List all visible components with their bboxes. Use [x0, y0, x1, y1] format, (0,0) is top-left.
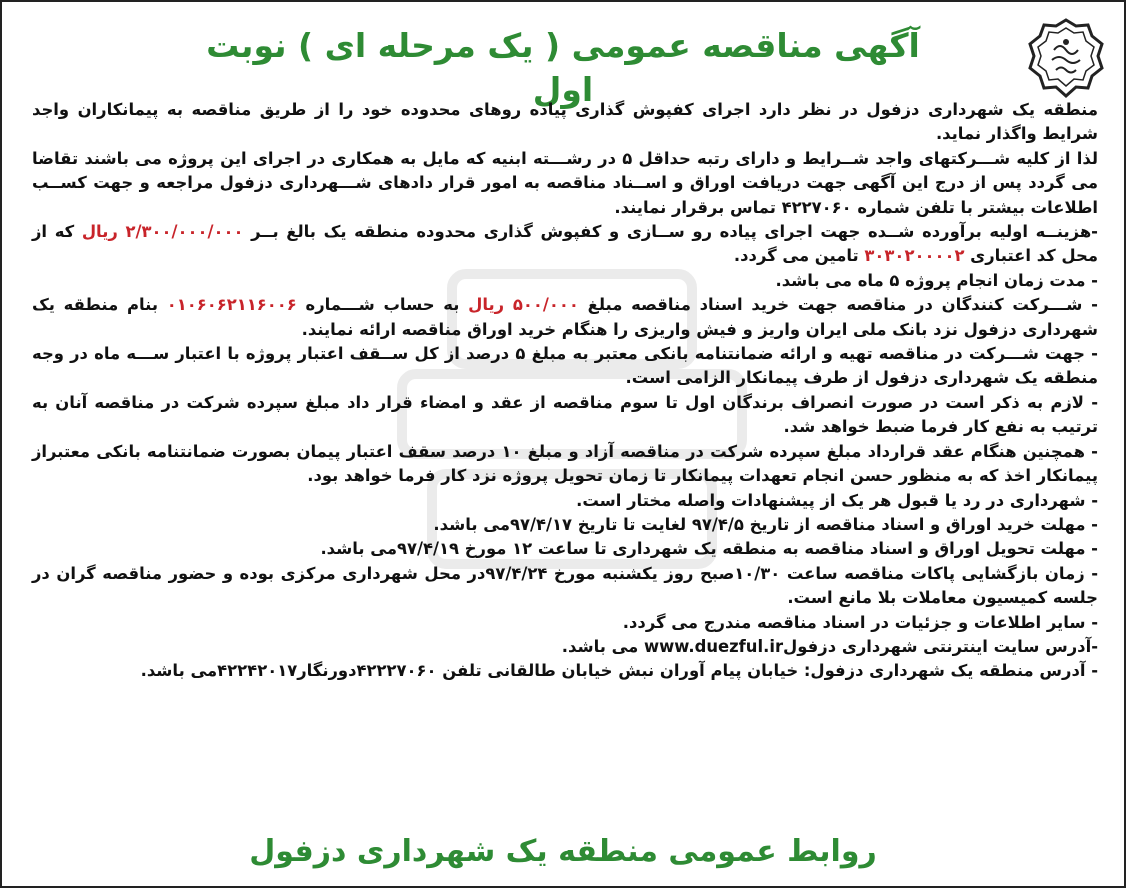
budget-code: ۳۰۳۰۲۰۰۰۰۲ — [864, 246, 965, 266]
opening-time: ۱۰/۳۰ — [734, 563, 781, 583]
page-title: آگهی مناقصه عمومی ( یک مرحله ای ) نوبت اول — [206, 26, 920, 109]
purchase-end-date: ۹۷/۴/۱۷ — [509, 514, 572, 534]
paragraph-eligibility: لذا از کلیه شـــرکتهای واجد شــرایط و دارای رتبه حداقل ۵ در رشـــته ابنیه که مایل به همکاری در اجرای این پروژه می باشند تقاضا می گردد پس از درج این آگهی جهت دریافت اوراق و اســناد مناقصه به امور قرار دادهای شـــهرداری دزفول مراجعه و جهت کســب اطلاعات بیشتر با تلفن شماره ۴۲۲۷۰۶۰ تماس برقرار نمایند. — [32, 148, 1098, 217]
opening-date: ۹۷/۴/۲۴ — [485, 563, 548, 583]
paragraph-estimated-cost: -هزینــه اولیه برآورده شــده جهت اجرای پیاده رو ســازی و کفپوش گذاری محدوده منطقه یک بالغ بــر ۲/۳۰۰/۰۰۰/۰۰۰ ریال که از محل کد اعتباری ۳۰۳۰۲۰۰۰۰۲ تامین می گردد. — [32, 222, 1098, 266]
paragraph-withdrawal: - لازم به ذکر است در صورت انصراف برندگان اول تا سوم مناقصه از عقد و امضاء قرار داد مبلغ سپرده شرکت در مناقصه آنان به ترتیب به نفع کار فرما ضبط خواهد شد. — [32, 392, 1098, 437]
paragraph-other-info: - سایر اطلاعات و جزئیات در اسناد مناقصه مندرج می گردد. — [622, 612, 1098, 632]
paragraph-bank-guarantee: - جهت شـــرکت در مناقصه تهیه و ارائه ضمانتنامه بانکی معتبر به مبلغ ۵ درصد از کل ســقف اعتبار پروژه با اعتبار ســـه ماه در وجه منطقه یک شهرداری دزفول از طرف پیمانکار الزامی است. — [32, 344, 1098, 388]
paragraph-submission-deadline: - مهلت تحویل اوراق و اسناد مناقصه به منطقه یک شهرداری تا ساعت ۱۲ مورخ ۹۷/۴/۱۹می باشد. — [320, 539, 1098, 559]
website-link[interactable]: www.duezful.ir — [644, 636, 784, 656]
paragraph-intro: منطقه یک شهرداری دزفول در نظر دارد اجرای کفپوش گذاری پیاده روهای محدوده خود را از طریق مناقصه به پیمانکاران واجد شرایط واگذار نماید. — [32, 100, 1098, 144]
submission-date: ۹۷/۴/۱۹ — [397, 539, 460, 559]
document-fee-amount: ۵۰۰/۰۰۰ ریال — [468, 295, 579, 315]
paragraph-website: -آدرس سایت اینترنتی شهرداری دزفولwww.duezful.ir می باشد. — [561, 636, 1098, 656]
purchase-start-date: ۹۷/۴/۵ — [691, 514, 744, 534]
paragraph-duration: - مدت زمان انجام پروژه ۵ ماه می باشد. — [775, 270, 1098, 290]
paragraph-opening-time: - زمان بازگشایی پاکات مناقصه ساعت ۱۰/۳۰صبح روز یکشنبه مورخ ۹۷/۴/۲۴در محل شهرداری مرکزی بوده و حضور مناقصه گران در جلسه کمیسیون معاملات بلا مانع است. — [32, 563, 1098, 608]
paragraph-address: - آدرس منطقه یک شهرداری دزفول: خیابان پیام آوران نبش خیابان طالقانی تلفن ۴۲۲۲۷۰۶۰دورنگار۴۲۲۴۲۰۱۷می باشد. — [140, 661, 1098, 681]
paragraph-contract-guarantee: - همچنین هنگام عقد قرارداد مبلغ سپرده شرکت در مناقصه آزاد و مبلغ ۱۰ درصد سقف اعتبار پیمان بصورت ضمانتنامه بانکی معتبراز پیمانکار اخذ که به منظور حسن انجام تعهدات پیمانکار تا زمان تحویل پروژه نزد کار فرما خواهد بود. — [32, 441, 1098, 486]
estimated-cost-amount: ۲/۳۰۰/۰۰۰/۰۰۰ ریال — [81, 222, 244, 242]
footer-signature: روابط عمومی منطقه یک شهرداری دزفول — [249, 834, 877, 869]
paragraph-purchase-deadline: - مهلت خرید اوراق و اسناد مناقصه از تاریخ ۹۷/۴/۵ لغایت تا تاریخ ۹۷/۴/۱۷می باشد. — [433, 514, 1098, 534]
account-number: ۰۱۰۶۰۶۲۱۱۶۰۰۶ — [166, 295, 297, 315]
municipality-emblem-icon — [1024, 16, 1108, 100]
paragraph-document-fee: - شـــرکت کنندگان در مناقصه جهت خرید اسناد مناقصه مبلغ ۵۰۰/۰۰۰ ریال به حساب شـــماره ۰۱۰۶۰۶۲۱۱۶۰۰۶ بنام منطقه یک شهرداری دزفول نزد بانک ملی ایران واریز و فیش واریزی را هنگام خرید اوراق مناقصه ارائه نمایند. — [32, 295, 1098, 339]
announcement-body — [32, 98, 1098, 684]
paragraph-discretion: - شهرداری در رد یا قبول هر یک از پیشنهادات واصله مختار است. — [576, 490, 1098, 510]
